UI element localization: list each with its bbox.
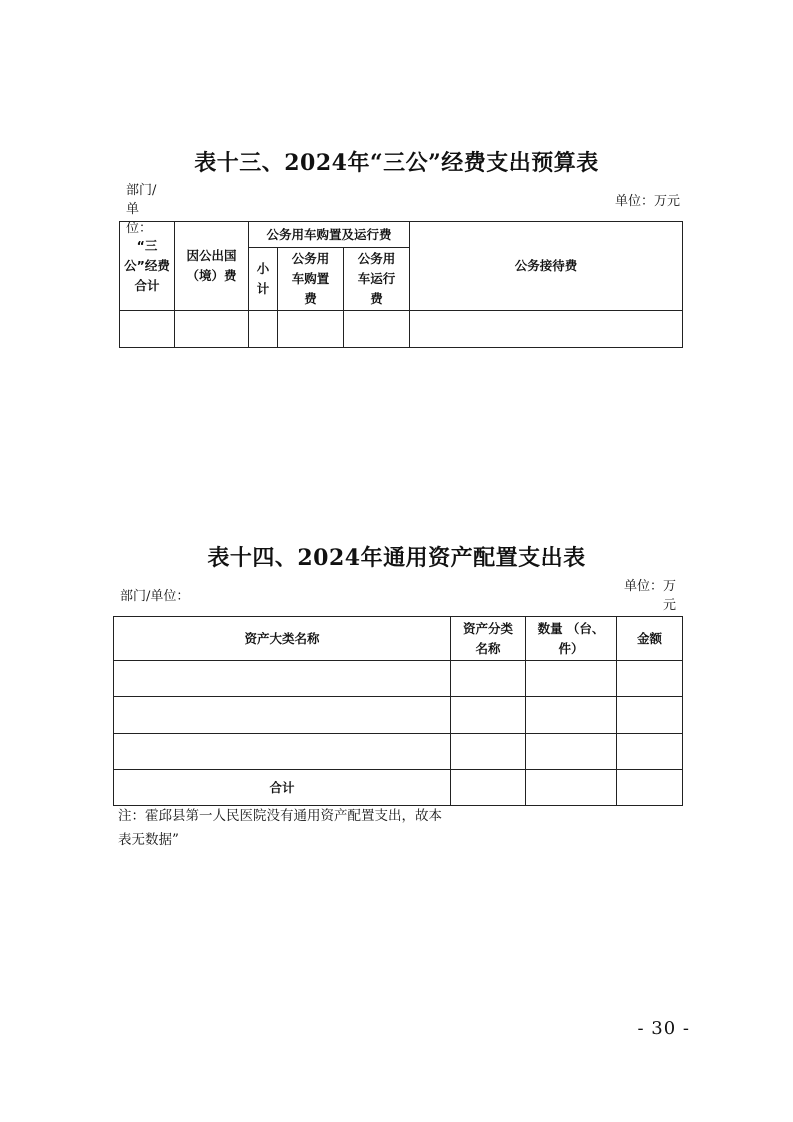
table13-dept-label: 部门/单位： (126, 183, 157, 236)
table-cell (114, 661, 451, 697)
header-reception: 公务接待费 (410, 222, 683, 311)
total-row-label: 合计 (114, 770, 451, 806)
page-number: - 30 - (637, 1018, 690, 1039)
table-cell (120, 311, 175, 348)
table-cell (526, 770, 617, 806)
table-cell (278, 311, 344, 348)
header-amount: 金额 (617, 617, 683, 661)
asset-allocation-table (113, 616, 683, 806)
header-asset-class: 资产分类名称 (451, 617, 526, 661)
table-cell (451, 697, 526, 734)
table14-unit-label: 单位：万元 (623, 579, 676, 613)
table-cell (451, 661, 526, 697)
table-cell (114, 697, 451, 734)
table-cell (451, 734, 526, 770)
table-cell (344, 311, 410, 348)
table-cell (617, 697, 683, 734)
header-vehicle-operation: 公务用车运行费 (344, 248, 410, 311)
header-vehicle-group: 公务用车购置及运行费 (249, 222, 410, 248)
table-cell (526, 697, 617, 734)
header-vehicle-purchase: 公务用车购置费 (278, 248, 344, 311)
table-cell (114, 734, 451, 770)
table-cell (249, 311, 278, 348)
table-cell (617, 734, 683, 770)
table13-title: 表十三、2024年“三公”经费支出预算表 (194, 150, 599, 176)
table-cell (451, 770, 526, 806)
sangong-budget-table (119, 221, 683, 348)
table-cell (526, 734, 617, 770)
table14-title: 表十四、2024年通用资产配置支出表 (207, 545, 586, 571)
header-quantity: 数量 （台、件） (526, 617, 617, 661)
header-abroad: 因公出国（境）费 (175, 222, 249, 311)
header-sangong-total: “三公”经费合计 (120, 222, 175, 311)
table14-note: 注：霍邱县第一人民医院没有通用资产配置支出，故本表无数据” (118, 808, 442, 848)
table-cell (410, 311, 683, 348)
table13-unit-label: 单位：万元 (614, 194, 680, 209)
table-cell (617, 770, 683, 806)
table-cell (617, 661, 683, 697)
header-subtotal: 小计 (249, 248, 278, 311)
table-cell (175, 311, 249, 348)
table-cell (526, 661, 617, 697)
header-asset-category: 资产大类名称 (114, 617, 451, 661)
table14-dept-label: 部门/单位： (120, 589, 190, 604)
